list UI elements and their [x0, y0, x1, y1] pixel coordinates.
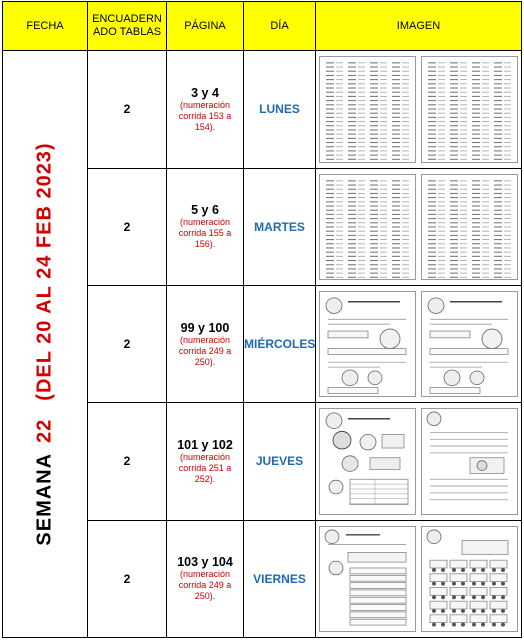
encuadernado-value: 2 — [123, 337, 131, 352]
worksheet-thumbnail — [319, 56, 416, 162]
encuadernado-value: 2 — [123, 571, 131, 586]
worksheet-thumbnail — [319, 408, 416, 514]
table-row — [3, 51, 522, 168]
dia-cell — [244, 285, 316, 402]
week-label-rotated — [34, 142, 57, 545]
worksheet-thumbnail — [421, 526, 518, 632]
day-value: MIÉRCOLES — [244, 337, 316, 352]
week-label: SEMANA — [33, 453, 56, 546]
pages-value: 101 y 102 — [177, 437, 233, 452]
week-cell — [3, 51, 88, 638]
image-cell — [316, 403, 522, 520]
week-range: (DEL 20 AL 24 FEB 2023) — [33, 142, 56, 401]
dia-cell — [244, 520, 316, 637]
worksheet-thumbnail — [319, 526, 416, 632]
worksheet-preview-graphic — [422, 175, 517, 279]
worksheet-thumbnail — [421, 56, 518, 162]
header-encuadernado: ENCUADERN ADO TABLAS — [88, 2, 167, 51]
header-imagen: IMAGEN — [316, 2, 522, 51]
worksheet-preview-graphic — [320, 175, 415, 279]
pages-value: 103 y 104 — [177, 555, 233, 570]
image-cell — [316, 51, 522, 168]
worksheet-preview-graphic — [320, 527, 415, 631]
worksheet-thumbnail — [319, 174, 416, 280]
encuadernado-cell — [88, 520, 167, 637]
encuadernado-cell — [88, 168, 167, 285]
pagina-cell — [167, 168, 244, 285]
header-pagina: PÁGINA — [167, 2, 244, 51]
pagina-cell — [167, 51, 244, 168]
encuadernado-cell — [88, 403, 167, 520]
week-number: 22 — [33, 418, 56, 443]
pagina-cell — [167, 403, 244, 520]
day-value: VIERNES — [253, 571, 306, 586]
worksheet-preview-graphic — [320, 57, 415, 161]
encuadernado-cell — [88, 51, 167, 168]
dia-cell — [244, 403, 316, 520]
worksheet-thumbnail — [421, 291, 518, 397]
image-cell — [316, 285, 522, 402]
worksheet-preview-graphic — [422, 57, 517, 161]
pages-value: 99 y 100 — [180, 320, 230, 335]
worksheet-thumbnail — [421, 174, 518, 280]
worksheet-preview-graphic — [422, 409, 517, 513]
pagina-cell — [167, 520, 244, 637]
schedule-table — [2, 1, 522, 638]
pages-note: (numeración corrida 155 a 156). — [178, 217, 232, 250]
pagina-cell — [167, 285, 244, 402]
pages-value: 3 y 4 — [191, 85, 219, 100]
encuadernado-value: 2 — [123, 102, 131, 117]
day-value: LUNES — [259, 102, 300, 117]
worksheet-preview-graphic — [422, 527, 517, 631]
dia-cell — [244, 168, 316, 285]
pages-value: 5 y 6 — [191, 203, 219, 218]
image-cell — [316, 520, 522, 637]
day-value: MARTES — [254, 219, 305, 234]
encuadernado-value: 2 — [123, 454, 131, 469]
worksheet-thumbnail — [319, 291, 416, 397]
worksheet-preview-graphic — [320, 292, 415, 396]
worksheet-preview-graphic — [422, 292, 517, 396]
worksheet-preview-graphic — [320, 409, 415, 513]
header-dia: DÍA — [244, 2, 316, 51]
pages-note: (numeración corrida 251 a 252). — [178, 451, 232, 484]
pages-note: (numeración corrida 249 a 250). — [178, 569, 232, 602]
dia-cell — [244, 51, 316, 168]
pages-note: (numeración corrida 153 a 154). — [178, 99, 232, 132]
image-cell — [316, 168, 522, 285]
encuadernado-cell — [88, 285, 167, 402]
header-row — [3, 2, 522, 51]
worksheet-thumbnail — [421, 408, 518, 514]
pages-note: (numeración corrida 249 a 250). — [178, 334, 232, 367]
encuadernado-value: 2 — [123, 219, 131, 234]
header-fecha: FECHA — [3, 2, 88, 51]
day-value: JUEVES — [255, 454, 304, 469]
